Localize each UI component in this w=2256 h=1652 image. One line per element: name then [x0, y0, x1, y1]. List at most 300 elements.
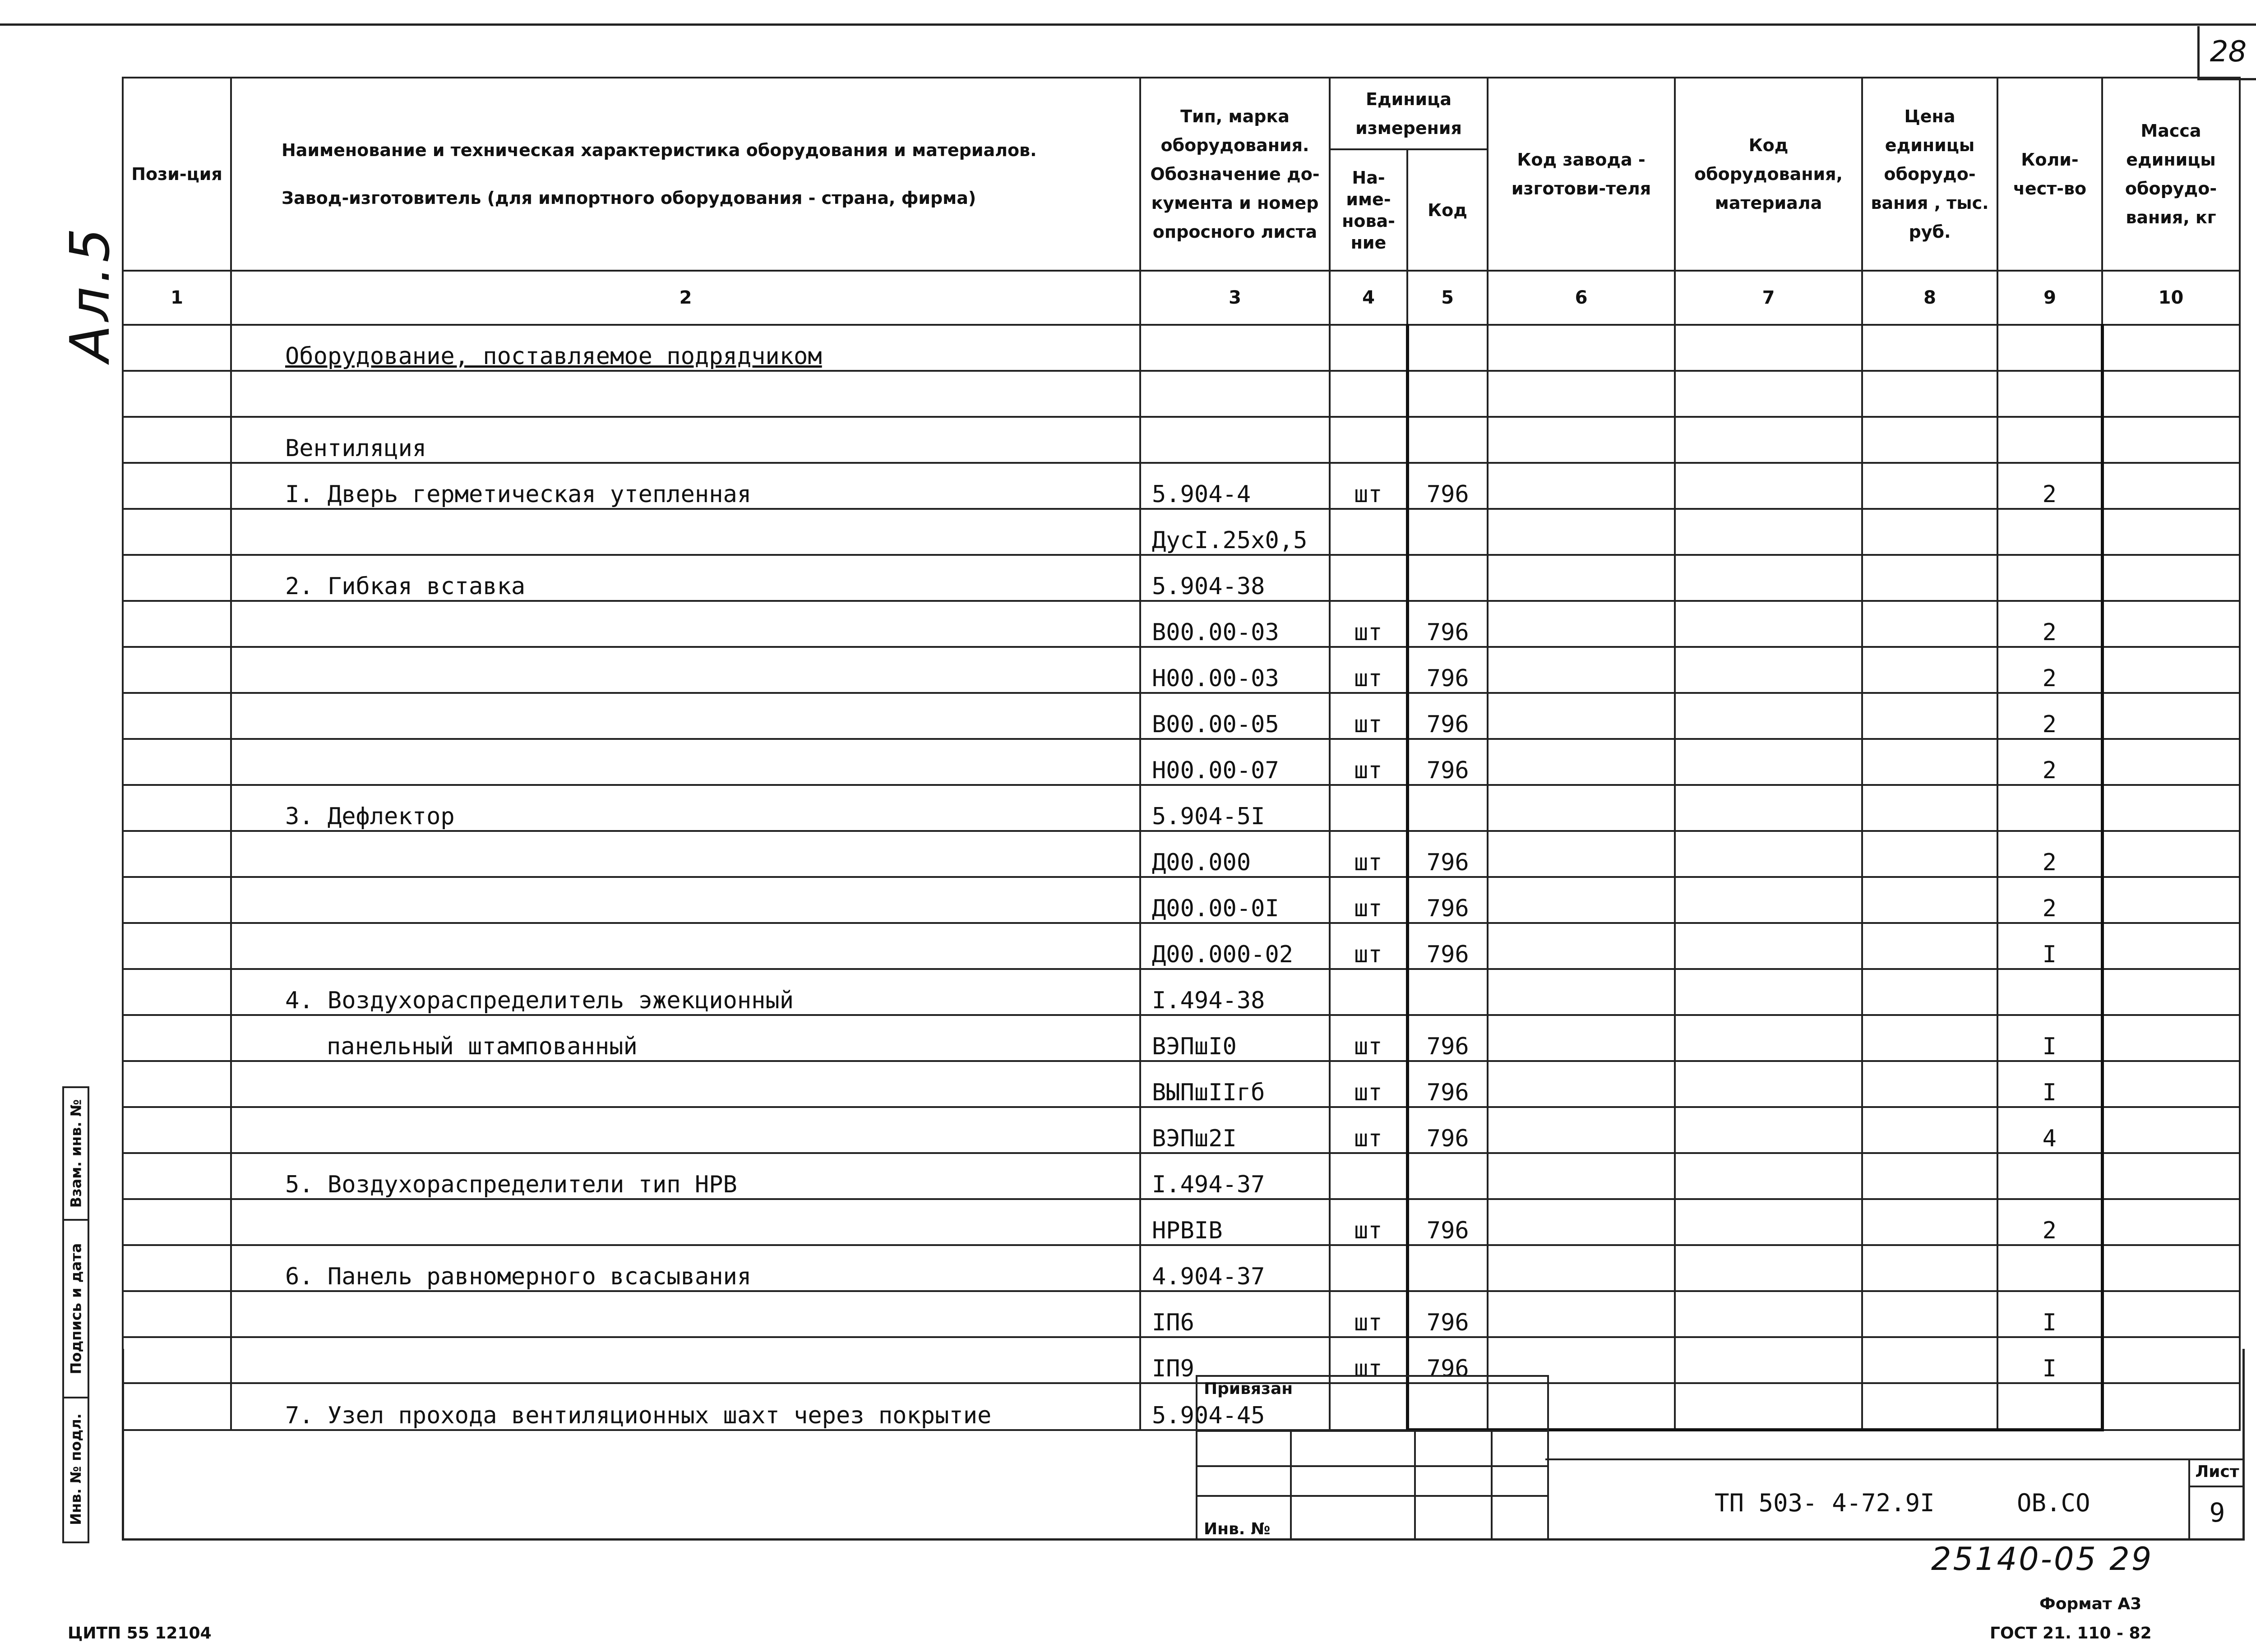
- table-row: [123, 555, 2240, 601]
- cell-position: [123, 1383, 231, 1430]
- cell-mass: [2102, 325, 2240, 371]
- cell-equipment-code: [1675, 1337, 1862, 1383]
- cell-unit: шт: [1330, 1107, 1407, 1153]
- cell-quantity: I: [1997, 1061, 2102, 1107]
- format-label: Формат А3: [2039, 1595, 2142, 1613]
- cell-unit-code: [1407, 1245, 1488, 1291]
- title-block-bottom-edge: [122, 1538, 2245, 1541]
- privyazan-line: [1197, 1465, 1547, 1467]
- cell-equipment-code: [1675, 1061, 1862, 1107]
- cell-position: [123, 509, 231, 555]
- cell-equipment-code: [1675, 647, 1862, 693]
- cell-quantity: 2: [1997, 739, 2102, 785]
- cell-mass: [2102, 1153, 2240, 1199]
- cell-factory-code: [1488, 1245, 1675, 1291]
- header-unit-name: На-име-нова-ние: [1330, 149, 1407, 271]
- cell-factory-code: [1488, 1199, 1675, 1245]
- cell-name-text: I. Дверь герметическая утепленная: [285, 481, 752, 508]
- table-row: [123, 923, 2240, 969]
- cell-name: [231, 325, 1140, 371]
- cell-position: [123, 1337, 231, 1383]
- cell-mass: [2102, 555, 2240, 601]
- cell-quantity: [1997, 555, 2102, 601]
- privyazan-box: [1196, 1375, 1549, 1540]
- cell-type: Н00.00-03: [1140, 647, 1330, 693]
- cell-factory-code: [1488, 371, 1675, 417]
- col-number: 7: [1675, 271, 1862, 325]
- cell-unit-code: 796: [1407, 1291, 1488, 1337]
- title-block-left-edge: [122, 1349, 124, 1538]
- cell-quantity: [1997, 969, 2102, 1015]
- cell-name: [231, 1107, 1140, 1153]
- cell-name: [231, 1015, 1140, 1061]
- table-row: [123, 509, 2240, 555]
- cell-mass: [2102, 601, 2240, 647]
- cell-price: [1862, 877, 1997, 923]
- cell-mass: [2102, 831, 2240, 877]
- cell-name-text: Вентиляция: [285, 435, 427, 462]
- cell-equipment-code: [1675, 509, 1862, 555]
- cell-unit-code: 796: [1407, 1337, 1488, 1383]
- cell-factory-code: [1488, 417, 1675, 463]
- cell-factory-code: [1488, 1061, 1675, 1107]
- table-row: [123, 1015, 2240, 1061]
- header-unit-code: Код: [1407, 149, 1488, 271]
- cell-type: IП6: [1140, 1291, 1330, 1337]
- cell-position: [123, 785, 231, 831]
- cell-price: [1862, 417, 1997, 463]
- cell-mass: [2102, 969, 2240, 1015]
- cell-price: [1862, 739, 1997, 785]
- cell-equipment-code: [1675, 555, 1862, 601]
- handwritten-archive-number: 25140-05 29: [1931, 1541, 2154, 1578]
- cell-name: [231, 923, 1140, 969]
- cell-unit: шт: [1330, 923, 1407, 969]
- cell-unit-code: 796: [1407, 693, 1488, 739]
- cell-equipment-code: [1675, 1245, 1862, 1291]
- cell-equipment-code: [1675, 417, 1862, 463]
- cell-unit-code: 796: [1407, 923, 1488, 969]
- citp-label: ЦИТП 55 12104: [68, 1624, 212, 1643]
- cell-name: [231, 463, 1140, 509]
- cell-equipment-code: [1675, 371, 1862, 417]
- cell-name: [231, 831, 1140, 877]
- cell-name: [231, 693, 1140, 739]
- cell-unit-code: 796: [1407, 463, 1488, 509]
- cell-price: [1862, 1153, 1997, 1199]
- table-row: [123, 1107, 2240, 1153]
- table-row: [123, 1153, 2240, 1199]
- cell-price: [1862, 923, 1997, 969]
- cell-equipment-code: [1675, 1199, 1862, 1245]
- cell-position: [123, 601, 231, 647]
- col-number: 2: [231, 271, 1140, 325]
- cell-unit-code: 796: [1407, 1015, 1488, 1061]
- cell-name: [231, 1153, 1140, 1199]
- table-row: [123, 831, 2240, 877]
- cell-name: [231, 601, 1140, 647]
- table-row: [123, 371, 2240, 417]
- cell-factory-code: [1488, 601, 1675, 647]
- header-name-line1: Наименование и техническая характеристика оборудования и материалов.: [282, 140, 1037, 160]
- cell-unit-code: 796: [1407, 831, 1488, 877]
- cell-name-text: 5. Воздухораспределители тип НРВ: [285, 1171, 737, 1198]
- table-row: [123, 1199, 2240, 1245]
- cell-quantity: 4: [1997, 1107, 2102, 1153]
- col-number: 8: [1862, 271, 1997, 325]
- cell-price: [1862, 1245, 1997, 1291]
- cell-type: ДусI.25х0,5: [1140, 509, 1330, 555]
- cell-mass: [2102, 1015, 2240, 1061]
- cell-name: [231, 1291, 1140, 1337]
- cell-unit: [1330, 969, 1407, 1015]
- cell-name: [231, 969, 1140, 1015]
- cell-price: [1862, 1107, 1997, 1153]
- cell-type: 5.904-45: [1140, 1383, 1330, 1430]
- cell-factory-code: [1488, 1291, 1675, 1337]
- cell-name: [231, 647, 1140, 693]
- cell-name: [231, 555, 1140, 601]
- cell-equipment-code: [1675, 693, 1862, 739]
- table-row: [123, 1337, 2240, 1383]
- cell-position: [123, 1107, 231, 1153]
- cell-mass: [2102, 785, 2240, 831]
- cell-quantity: [1997, 1383, 2102, 1430]
- cell-unit-code: 796: [1407, 601, 1488, 647]
- cell-equipment-code: [1675, 1291, 1862, 1337]
- left-stamp-column: [62, 1086, 89, 1543]
- privyazan-vline: [1491, 1432, 1493, 1540]
- table-body: [123, 325, 2240, 1430]
- cell-price: [1862, 601, 1997, 647]
- table-row: [123, 1291, 2240, 1337]
- cell-price: [1862, 1199, 1997, 1245]
- cell-equipment-code: [1675, 1383, 1862, 1430]
- cell-unit: [1330, 325, 1407, 371]
- cell-price: [1862, 969, 1997, 1015]
- cell-unit: шт: [1330, 1337, 1407, 1383]
- col-number: 5: [1407, 271, 1488, 325]
- cell-name: [231, 1061, 1140, 1107]
- header-mass: Масса единицы оборудо-вания, кг: [2102, 78, 2240, 271]
- cell-equipment-code: [1675, 923, 1862, 969]
- cell-position: [123, 739, 231, 785]
- cell-quantity: I: [1997, 1015, 2102, 1061]
- header-name: [231, 78, 1140, 271]
- cell-unit: шт: [1330, 601, 1407, 647]
- cell-type: I.494-38: [1140, 969, 1330, 1015]
- cell-name: [231, 1383, 1140, 1430]
- cell-position: [123, 969, 231, 1015]
- cell-unit: шт: [1330, 693, 1407, 739]
- cell-position: [123, 463, 231, 509]
- stamp-inv-vzam: Взам. инв. №: [67, 1099, 85, 1208]
- privyazan-label: Привязан: [1204, 1380, 1293, 1398]
- cell-position: [123, 325, 231, 371]
- cell-price: [1862, 509, 1997, 555]
- cell-position: [123, 693, 231, 739]
- cell-price: [1862, 371, 1997, 417]
- side-handwritten-note: Ал.5: [59, 224, 122, 362]
- cell-equipment-code: [1675, 325, 1862, 371]
- cell-type: I.494-37: [1140, 1153, 1330, 1199]
- sheet-number: 9: [2209, 1497, 2225, 1528]
- cell-price: [1862, 1337, 1997, 1383]
- gost-label: ГОСТ 21. 110 - 82: [1990, 1624, 2152, 1643]
- cell-type: [1140, 325, 1330, 371]
- cell-unit: шт: [1330, 1061, 1407, 1107]
- cell-equipment-code: [1675, 1107, 1862, 1153]
- cell-unit: шт: [1330, 877, 1407, 923]
- stamp-inv-podl: Инв. № подл.: [67, 1413, 85, 1525]
- table-row: [123, 601, 2240, 647]
- cell-unit: шт: [1330, 1015, 1407, 1061]
- table-row: [123, 877, 2240, 923]
- cell-type: Д00.00-0I: [1140, 877, 1330, 923]
- cell-name: [231, 417, 1140, 463]
- table-row: [123, 417, 2240, 463]
- cell-unit: [1330, 417, 1407, 463]
- cell-mass: [2102, 739, 2240, 785]
- cell-type: В00.00-03: [1140, 601, 1330, 647]
- column-number-row: [123, 271, 2240, 325]
- cell-equipment-code: [1675, 1015, 1862, 1061]
- table-row: [123, 1061, 2240, 1107]
- cell-quantity: [1997, 785, 2102, 831]
- cell-unit-code: [1407, 555, 1488, 601]
- cell-equipment-code: [1675, 463, 1862, 509]
- cell-position: [123, 1153, 231, 1199]
- privyazan-vline: [1414, 1432, 1416, 1540]
- cell-mass: [2102, 647, 2240, 693]
- cell-position: [123, 831, 231, 877]
- header-price: Цена единицы оборудо-вания , тыс. руб.: [1862, 78, 1997, 271]
- stamp-podpis: Подпись и дата: [67, 1243, 84, 1375]
- cell-unit-code: [1407, 371, 1488, 417]
- cell-quantity: 2: [1997, 877, 2102, 923]
- header-unit-group: Единица измерения: [1330, 78, 1488, 149]
- col-number: 3: [1140, 271, 1330, 325]
- top-border-line: [0, 23, 2256, 26]
- cell-type: IП9: [1140, 1337, 1330, 1383]
- cell-factory-code: [1488, 1107, 1675, 1153]
- document-code: ТП 503- 4-72.9I: [1715, 1489, 1935, 1517]
- cell-mass: [2102, 693, 2240, 739]
- cell-quantity: I: [1997, 1337, 2102, 1383]
- cell-type: Н00.00-07: [1140, 739, 1330, 785]
- cell-mass: [2102, 371, 2240, 417]
- cell-type: ВЭПш2I: [1140, 1107, 1330, 1153]
- corner-page-number: 28: [2197, 26, 2256, 80]
- cell-quantity: 2: [1997, 601, 2102, 647]
- cell-type: 5.904-5I: [1140, 785, 1330, 831]
- cell-factory-code: [1488, 693, 1675, 739]
- cell-position: [123, 1291, 231, 1337]
- col-number: 4: [1330, 271, 1407, 325]
- cell-mass: [2102, 1199, 2240, 1245]
- header-name-line2: Завод-изготовитель (для импортного оборудования - страна, фирма): [282, 188, 976, 208]
- sheet-box: [2188, 1458, 2244, 1538]
- cell-quantity: [1997, 1153, 2102, 1199]
- cell-quantity: 2: [1997, 1199, 2102, 1245]
- cell-position: [123, 1015, 231, 1061]
- cell-factory-code: [1488, 509, 1675, 555]
- cell-name: [231, 1337, 1140, 1383]
- cell-position: [123, 371, 231, 417]
- cell-unit: [1330, 1153, 1407, 1199]
- cell-quantity: [1997, 325, 2102, 371]
- cell-unit: шт: [1330, 463, 1407, 509]
- cell-equipment-code: [1675, 877, 1862, 923]
- cell-unit-code: 796: [1407, 877, 1488, 923]
- cell-unit: шт: [1330, 739, 1407, 785]
- cell-position: [123, 877, 231, 923]
- cell-mass: [2102, 1061, 2240, 1107]
- col-number: 1: [123, 271, 231, 325]
- cell-mass: [2102, 463, 2240, 509]
- cell-quantity: [1997, 417, 2102, 463]
- cell-name: [231, 1199, 1140, 1245]
- cell-price: [1862, 647, 1997, 693]
- cell-name: [231, 1245, 1140, 1291]
- cell-name-text: 2. Гибкая вставка: [285, 573, 526, 600]
- cell-type: ВЫПшIIгб: [1140, 1061, 1330, 1107]
- cell-price: [1862, 785, 1997, 831]
- cell-factory-code: [1488, 739, 1675, 785]
- cell-name: [231, 877, 1140, 923]
- cell-equipment-code: [1675, 739, 1862, 785]
- cell-mass: [2102, 417, 2240, 463]
- cell-type: НРВIВ: [1140, 1199, 1330, 1245]
- privyazan-line: [1197, 1430, 1547, 1432]
- cell-type: [1140, 417, 1330, 463]
- cell-unit: шт: [1330, 831, 1407, 877]
- cell-type: ВЭПшI0: [1140, 1015, 1330, 1061]
- header-equipment-code: Код оборудования, материала: [1675, 78, 1862, 271]
- cell-name: [231, 509, 1140, 555]
- table-header-row: [123, 78, 2240, 149]
- cell-type: [1140, 371, 1330, 417]
- cell-name-text: 3. Дефлектор: [285, 803, 455, 830]
- privyazan-vline: [1290, 1432, 1292, 1540]
- cell-factory-code: [1488, 969, 1675, 1015]
- cell-quantity: I: [1997, 1291, 2102, 1337]
- cell-unit-code: 796: [1407, 1061, 1488, 1107]
- cell-unit-code: 796: [1407, 1107, 1488, 1153]
- table-row: [123, 325, 2240, 371]
- cell-mass: [2102, 1245, 2240, 1291]
- cell-unit-code: [1407, 325, 1488, 371]
- cell-factory-code: [1488, 1153, 1675, 1199]
- table-row: [123, 693, 2240, 739]
- inv-no-label: Инв. №: [1204, 1520, 1271, 1538]
- cell-mass: [2102, 923, 2240, 969]
- cell-name-text: панельный штампованный: [327, 1033, 638, 1060]
- cell-equipment-code: [1675, 785, 1862, 831]
- cell-name: [231, 785, 1140, 831]
- table-row: [123, 969, 2240, 1015]
- cell-factory-code: [1488, 923, 1675, 969]
- cell-factory-code: [1488, 877, 1675, 923]
- cell-equipment-code: [1675, 601, 1862, 647]
- cell-unit-code: [1407, 1153, 1488, 1199]
- cell-quantity: 2: [1997, 647, 2102, 693]
- cell-price: [1862, 693, 1997, 739]
- cell-equipment-code: [1675, 969, 1862, 1015]
- cell-equipment-code: [1675, 1153, 1862, 1199]
- cell-unit-code: [1407, 417, 1488, 463]
- table-row: [123, 739, 2240, 785]
- cell-name: [231, 739, 1140, 785]
- cell-unit-code: 796: [1407, 647, 1488, 693]
- cell-position: [123, 555, 231, 601]
- cell-price: [1862, 555, 1997, 601]
- cell-factory-code: [1488, 555, 1675, 601]
- cell-position: [123, 1061, 231, 1107]
- cell-unit-code: [1407, 969, 1488, 1015]
- cell-position: [123, 1199, 231, 1245]
- cell-unit-code: 796: [1407, 739, 1488, 785]
- cell-unit-code: [1407, 509, 1488, 555]
- cell-factory-code: [1488, 647, 1675, 693]
- cell-position: [123, 417, 231, 463]
- cell-quantity: [1997, 1245, 2102, 1291]
- cell-name-text: 4. Воздухораспределитель эжекционный: [285, 987, 794, 1014]
- cell-price: [1862, 463, 1997, 509]
- specification-table: [122, 77, 2241, 1431]
- cell-factory-code: [1488, 785, 1675, 831]
- cell-position: [123, 1245, 231, 1291]
- cell-unit: [1330, 785, 1407, 831]
- sheet-label: Лист: [2190, 1458, 2244, 1487]
- cell-factory-code: [1488, 1015, 1675, 1061]
- table-row: [123, 647, 2240, 693]
- cell-type: Д00.000: [1140, 831, 1330, 877]
- cell-unit: [1330, 555, 1407, 601]
- cell-price: [1862, 1383, 1997, 1430]
- cell-unit: шт: [1330, 1199, 1407, 1245]
- cell-quantity: [1997, 371, 2102, 417]
- cell-type: 4.904-37: [1140, 1245, 1330, 1291]
- cell-mass: [2102, 1107, 2240, 1153]
- cell-factory-code: [1488, 831, 1675, 877]
- cell-unit-code: [1407, 785, 1488, 831]
- cell-mass: [2102, 1337, 2240, 1383]
- col-number: 9: [1997, 271, 2102, 325]
- cell-quantity: I: [1997, 923, 2102, 969]
- cell-price: [1862, 1015, 1997, 1061]
- cell-unit: шт: [1330, 1291, 1407, 1337]
- cell-mass: [2102, 509, 2240, 555]
- cell-name: [231, 371, 1140, 417]
- cell-type: Д00.000-02: [1140, 923, 1330, 969]
- table-row: [123, 785, 2240, 831]
- cell-type: 5.904-4: [1140, 463, 1330, 509]
- document-mark: ОВ.СО: [2017, 1489, 2090, 1517]
- privyazan-line: [1197, 1495, 1547, 1497]
- table-row: [123, 463, 2240, 509]
- cell-unit: [1330, 371, 1407, 417]
- cell-equipment-code: [1675, 831, 1862, 877]
- cell-unit-code: 796: [1407, 1199, 1488, 1245]
- cell-factory-code: [1488, 325, 1675, 371]
- cell-price: [1862, 1291, 1997, 1337]
- cell-mass: [2102, 877, 2240, 923]
- cell-unit: шт: [1330, 647, 1407, 693]
- title-block-divider: [1545, 1458, 2242, 1460]
- table-row: [123, 1383, 2240, 1430]
- cell-quantity: 2: [1997, 693, 2102, 739]
